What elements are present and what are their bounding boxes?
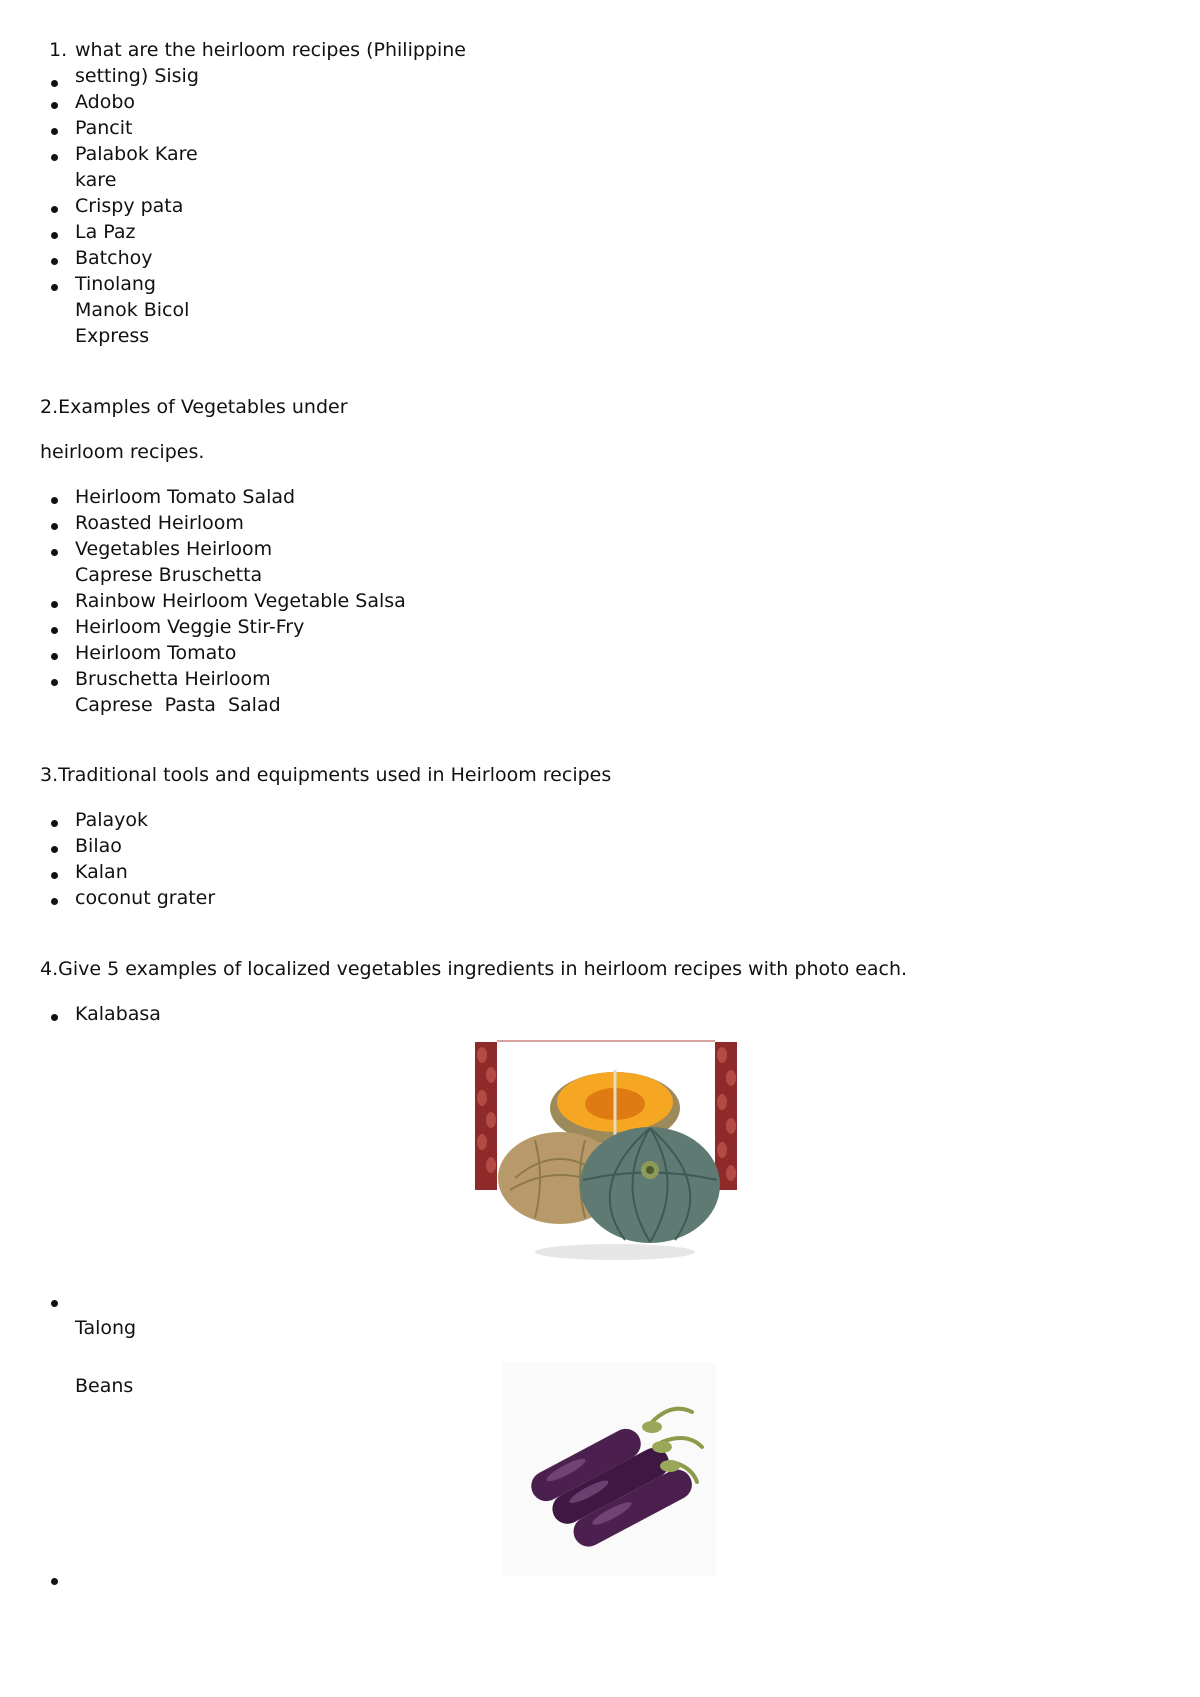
question-1-line1: what are the heirloom recipes (Philippine	[75, 39, 466, 61]
list-item: Bruschetta Heirloom	[75, 668, 271, 690]
bullet	[51, 128, 58, 135]
list-item: Roasted Heirloom	[75, 512, 244, 534]
list-item-continuation: Manok Bicol	[75, 299, 190, 321]
bullet	[51, 232, 58, 239]
list-item: Pancit	[75, 117, 133, 139]
bullet	[51, 523, 58, 530]
list-item-continuation: Caprese Bruschetta	[75, 564, 263, 586]
list-item: Tinolang	[75, 273, 156, 295]
bullet	[51, 846, 58, 853]
list-number-1: 1.	[49, 39, 68, 61]
list-item: Heirloom Tomato	[75, 642, 237, 664]
bullet	[51, 898, 58, 905]
list-item-continuation: Caprese Pasta Salad	[75, 694, 281, 716]
bullet	[51, 820, 58, 827]
list-item: Kalabasa	[75, 1003, 161, 1025]
list-item: Kalan	[75, 861, 128, 883]
list-item: Palayok	[75, 809, 149, 831]
bullet	[51, 679, 58, 686]
bullet	[51, 601, 58, 608]
section-2-heading-cont: heirloom recipes.	[40, 441, 205, 463]
bullet	[51, 497, 58, 504]
bullet	[51, 258, 58, 265]
bullet	[51, 549, 58, 556]
bullet	[51, 206, 58, 213]
section-2-heading: 2.Examples of Vegetables under	[40, 396, 348, 418]
list-item: Batchoy	[75, 247, 153, 269]
list-item: La Paz	[75, 221, 136, 243]
bullet	[51, 102, 58, 109]
list-item: Crispy pata	[75, 195, 184, 217]
kalabasa-photo	[475, 1040, 737, 1272]
bullet	[51, 1300, 58, 1307]
question-1-line2: setting) Sisig	[75, 65, 199, 87]
list-item-continuation: Express	[75, 325, 150, 347]
list-item: Heirloom Veggie Stir-Fry	[75, 616, 305, 638]
bullet	[51, 284, 58, 291]
list-item: Rainbow Heirloom Vegetable Salsa	[75, 590, 406, 612]
bullet	[51, 154, 58, 161]
list-item: Beans	[75, 1375, 134, 1397]
list-item: coconut grater	[75, 887, 216, 909]
list-item: Palabok Kare	[75, 143, 198, 165]
bullet	[51, 1578, 58, 1585]
section-4-heading: 4.Give 5 examples of localized vegetables ingredients in heirloom recipes with photo each.	[40, 958, 908, 980]
talong-photo	[502, 1362, 716, 1576]
list-item: Bilao	[75, 835, 122, 857]
bullet	[51, 872, 58, 879]
list-item: Heirloom Tomato Salad	[75, 486, 296, 508]
list-item: Vegetables Heirloom	[75, 538, 273, 560]
bullet	[51, 627, 58, 634]
section-3-heading: 3.Traditional tools and equipments used in Heirloom recipes	[40, 764, 612, 786]
bullet	[51, 653, 58, 660]
bullet	[51, 80, 58, 87]
list-item-continuation: kare	[75, 169, 117, 191]
list-item: Adobo	[75, 91, 136, 113]
list-item: Talong	[75, 1317, 137, 1339]
bullet	[51, 1014, 58, 1021]
